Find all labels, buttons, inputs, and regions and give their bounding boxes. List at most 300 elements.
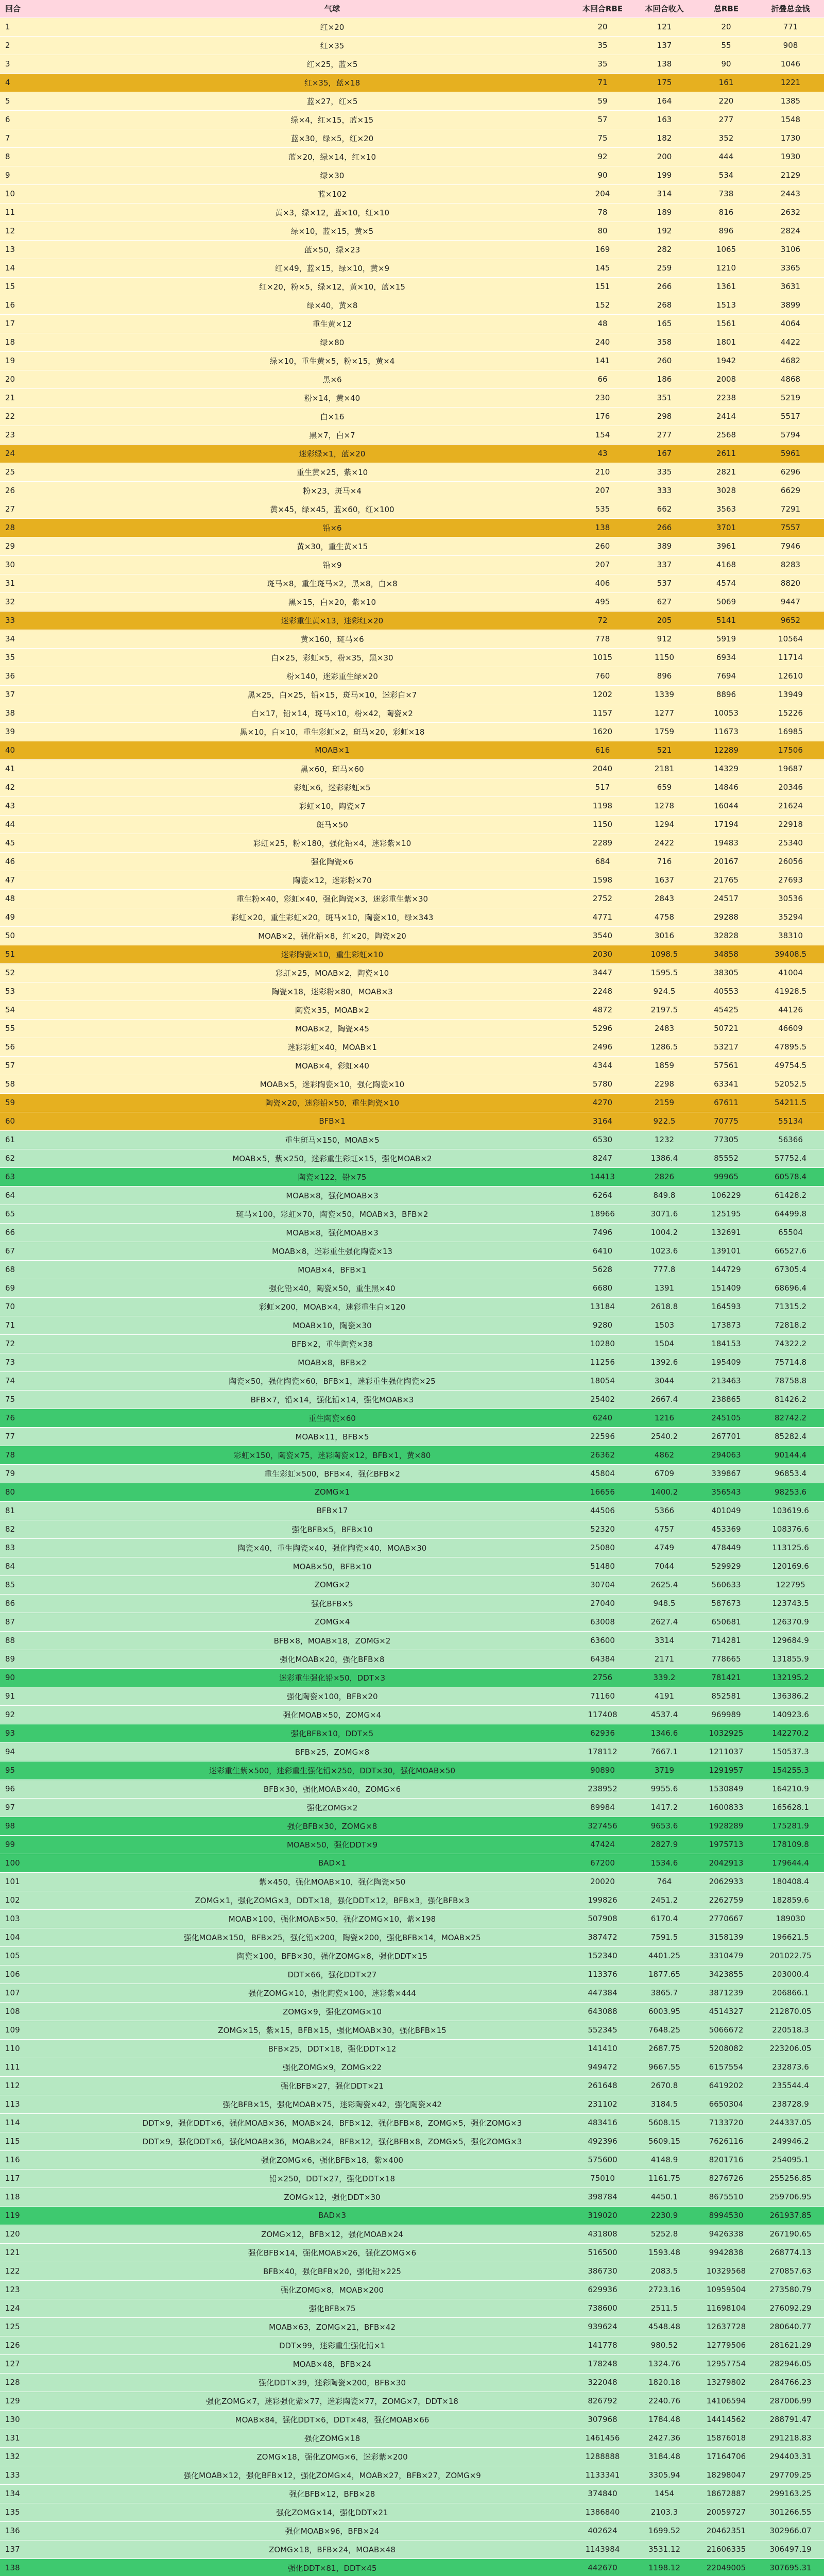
round-cell: 79 [0,1464,93,1483]
total-cash-cell: 21624 [757,796,824,815]
round-rbe-cell: 141410 [572,2039,633,2058]
round-income-cell: 849.8 [633,1186,695,1205]
round-rbe-cell: 66 [572,370,633,388]
round-cell: 50 [0,926,93,945]
bloons-cell: 黑×6 [93,370,572,388]
total-rbe-cell: 1530849 [695,1780,757,1798]
table-row [0,426,824,444]
round-income-cell: 268 [633,296,695,314]
round-cell: 116 [0,2150,93,2169]
total-rbe-cell: 969989 [695,1705,757,1724]
total-rbe-cell: 356543 [695,1483,757,1501]
round-rbe-cell: 35 [572,55,633,73]
round-income-cell: 7667.1 [633,1742,695,1761]
total-cash-cell: 49754.5 [757,1056,824,1075]
round-cell: 108 [0,2002,93,2021]
round-cell: 70 [0,1297,93,1316]
table-row [0,1075,824,1093]
total-cash-cell: 5219 [757,388,824,407]
table-row [0,407,824,426]
bloons-cell: 蓝×20，绿×14，红×10 [93,147,572,166]
table-row [0,55,824,73]
round-rbe-cell: 4344 [572,1056,633,1075]
round-rbe-cell: 2756 [572,1668,633,1687]
round-income-cell: 912 [633,630,695,648]
round-income-cell: 175 [633,73,695,92]
total-rbe-cell: 99965 [695,1167,757,1186]
round-rbe-cell: 3540 [572,926,633,945]
bloons-cell: 强化ZOMG×8，MOAB×200 [93,2280,572,2299]
round-cell: 67 [0,1242,93,1260]
round-income-cell: 337 [633,555,695,574]
round-rbe-cell: 327456 [572,1817,633,1835]
round-income-cell: 2625.4 [633,1575,695,1594]
round-income-cell: 2540.2 [633,1427,695,1446]
total-rbe-cell: 534 [695,166,757,184]
bloons-cell: ZOMG×2 [93,1575,572,1594]
round-income-cell: 5608.15 [633,2113,695,2132]
table-row [0,463,824,481]
table-row [0,1872,824,1891]
total-cash-cell: 220518.3 [757,2021,824,2039]
total-rbe-cell: 17194 [695,815,757,834]
table-row [0,852,824,871]
total-rbe-cell: 21765 [695,871,757,889]
round-income-cell: 3314 [633,1631,695,1650]
round-income-cell: 1859 [633,1056,695,1075]
total-cash-cell: 1730 [757,129,824,147]
round-cell: 29 [0,537,93,555]
round-cell: 111 [0,2058,93,2076]
round-income-cell: 2422 [633,834,695,852]
round-cell: 86 [0,1594,93,1613]
round-cell: 72 [0,1334,93,1353]
total-rbe-cell: 3871239 [695,1984,757,2002]
round-cell: 113 [0,2095,93,2113]
total-rbe-cell: 29288 [695,908,757,926]
round-income-cell: 351 [633,388,695,407]
bloons-cell: 陶瓷×35，MOAB×2 [93,1001,572,1019]
total-rbe-cell: 20167 [695,852,757,871]
round-rbe-cell: 261648 [572,2076,633,2095]
bloons-cell: 强化DDT×81，DDT×45 [93,2558,572,2576]
bloons-cell: MOAB×1 [93,741,572,759]
total-cash-cell: 3365 [757,259,824,277]
round-rbe-cell: 92 [572,147,633,166]
bloons-cell: MOAB×50，强化DDT×9 [93,1835,572,1854]
round-cell: 33 [0,611,93,630]
round-rbe-cell: 43 [572,444,633,463]
bloons-cell: 重生陶瓷×60 [93,1409,572,1427]
total-cash-cell: 126370.9 [757,1613,824,1631]
table-row [0,2521,824,2540]
total-cash-cell: 7291 [757,500,824,518]
total-cash-cell: 255256.85 [757,2169,824,2188]
bloons-cell: 粉×140，迷彩重生绿×20 [93,667,572,685]
total-cash-cell: 3106 [757,240,824,259]
total-cash-cell: 131855.9 [757,1650,824,1668]
round-income-cell: 1454 [633,2484,695,2503]
round-rbe-cell: 406 [572,574,633,592]
table-row [0,1001,824,1019]
bloons-cell: 强化ZOMG×10，强化陶瓷×100，迷彩紫×444 [93,1984,572,2002]
total-rbe-cell: 852581 [695,1687,757,1705]
header-bloons: 气球 [93,0,572,18]
table-row [0,1780,824,1798]
table-row [0,1594,824,1613]
round-income-cell: 277 [633,426,695,444]
total-cash-cell: 54211.5 [757,1093,824,1112]
bloons-cell: MOAB×2，陶瓷×45 [93,1019,572,1038]
bloons-cell: BFB×2，重生陶瓷×38 [93,1334,572,1353]
total-cash-cell: 150537.3 [757,1742,824,1761]
total-cash-cell: 71315.2 [757,1297,824,1316]
round-income-cell: 764 [633,1872,695,1891]
round-income-cell: 6709 [633,1464,695,1483]
total-rbe-cell: 2008 [695,370,757,388]
round-cell: 123 [0,2280,93,2299]
total-cash-cell: 13949 [757,685,824,704]
total-rbe-cell: 6650304 [695,2095,757,2113]
total-cash-cell: 81426.2 [757,1390,824,1409]
table-row [0,1186,824,1205]
table-row [0,351,824,370]
total-cash-cell: 1930 [757,147,824,166]
table-row [0,1946,824,1965]
round-rbe-cell: 643088 [572,2002,633,2021]
round-cell: 42 [0,778,93,796]
table-row [0,1427,824,1446]
round-income-cell: 1504 [633,1334,695,1353]
total-cash-cell: 301266.55 [757,2503,824,2521]
round-cell: 119 [0,2206,93,2225]
total-cash-cell: 223206.05 [757,2039,824,2058]
round-cell: 85 [0,1575,93,1594]
table-row [0,1409,824,1427]
bloons-cell: MOAB×8，强化MOAB×3 [93,1186,572,1205]
total-cash-cell: 206866.1 [757,1984,824,2002]
round-cell: 56 [0,1038,93,1056]
total-cash-cell: 232873.6 [757,2058,824,2076]
bloons-cell: 强化BFB×14，强化MOAB×26，强化ZOMG×6 [93,2243,572,2262]
total-cash-cell: 8283 [757,555,824,574]
round-cell: 96 [0,1780,93,1798]
table-row [0,1631,824,1650]
table-row [0,704,824,722]
total-cash-cell: 108376.6 [757,1520,824,1538]
table-row [0,555,824,574]
round-cell: 84 [0,1557,93,1575]
bloons-cell: DDT×9，强化DDT×6，强化MOAB×36，MOAB×24，BFB×12，强化BFB×8，ZOMG×5，强化ZOMG×3 [93,2113,572,2132]
round-income-cell: 1391 [633,1279,695,1297]
table-row [0,1613,824,1631]
round-income-cell: 4148.9 [633,2150,695,2169]
round-cell: 21 [0,388,93,407]
total-rbe-cell: 4168 [695,555,757,574]
total-rbe-cell: 77305 [695,1130,757,1149]
total-rbe-cell: 50721 [695,1019,757,1038]
round-income-cell: 182 [633,129,695,147]
bloons-cell: MOAB×8，迷彩重生强化陶瓷×13 [93,1242,572,1260]
total-rbe-cell: 18298047 [695,2466,757,2484]
total-cash-cell: 96853.4 [757,1464,824,1483]
round-cell: 110 [0,2039,93,2058]
round-income-cell: 1534.6 [633,1854,695,1872]
table-row [0,222,824,240]
round-cell: 51 [0,945,93,963]
round-income-cell: 9653.6 [633,1817,695,1835]
round-cell: 66 [0,1223,93,1242]
total-cash-cell: 3631 [757,277,824,296]
round-rbe-cell: 6680 [572,1279,633,1297]
round-cell: 82 [0,1520,93,1538]
bloons-cell: ZOMG×1 [93,1483,572,1501]
round-income-cell: 266 [633,277,695,296]
bloons-cell: BFB×7，铅×14，强化铅×14，强化MOAB×3 [93,1390,572,1409]
total-cash-cell: 64499.8 [757,1205,824,1223]
bloons-cell: 绿×80 [93,333,572,351]
round-rbe-cell: 447384 [572,1984,633,2002]
total-rbe-cell: 1561 [695,314,757,333]
total-cash-cell: 212870.05 [757,2002,824,2021]
table-row [0,2039,824,2058]
bloons-cell: 迷彩重生紫×500，迷彩重生强化铅×250，DDT×30，强化MOAB×50 [93,1761,572,1780]
table-row [0,2188,824,2206]
round-cell: 101 [0,1872,93,1891]
table-row [0,685,824,704]
round-income-cell: 5366 [633,1501,695,1520]
round-cell: 95 [0,1761,93,1780]
round-income-cell: 3719 [633,1761,695,1780]
bloons-cell: 强化BFB×15，强化MOAB×75，迷彩陶瓷×42，强化陶瓷×42 [93,2095,572,2113]
round-cell: 63 [0,1167,93,1186]
round-cell: 38 [0,704,93,722]
round-rbe-cell: 14413 [572,1167,633,1186]
total-cash-cell: 287006.99 [757,2392,824,2410]
round-income-cell: 266 [633,518,695,537]
bloons-cell: 陶瓷×18，迷彩粉×80，MOAB×3 [93,982,572,1001]
table-row [0,1557,824,1575]
total-cash-cell: 302966.07 [757,2521,824,2540]
total-rbe-cell: 587673 [695,1594,757,1613]
round-rbe-cell: 6264 [572,1186,633,1205]
bloons-cell: 粉×23，斑马×4 [93,481,572,500]
total-cash-cell: 103619.6 [757,1501,824,1520]
bloons-cell: 强化ZOMG×2 [93,1798,572,1817]
round-rbe-cell: 152340 [572,1946,633,1965]
bloons-cell: 强化BFB×75 [93,2299,572,2317]
bloons-cell: 强化DDT×39，迷彩陶瓷×200，BFB×30 [93,2373,572,2392]
round-income-cell: 627 [633,592,695,611]
table-row [0,1575,824,1594]
table-row [0,574,824,592]
bloons-cell: MOAB×48，BFB×24 [93,2354,572,2373]
total-rbe-cell: 3158139 [695,1928,757,1946]
table-row [0,2021,824,2039]
round-income-cell: 777.8 [633,1260,695,1279]
total-rbe-cell: 21606335 [695,2540,757,2558]
round-income-cell: 1820.18 [633,2373,695,2392]
round-cell: 31 [0,574,93,592]
header-total-cash: 折叠总金钱 [757,0,824,18]
round-rbe-cell: 374840 [572,2484,633,2503]
round-income-cell: 1098.5 [633,945,695,963]
round-cell: 74 [0,1371,93,1390]
total-cash-cell: 123743.5 [757,1594,824,1613]
round-cell: 118 [0,2188,93,2206]
round-cell: 7 [0,129,93,147]
round-rbe-cell: 517 [572,778,633,796]
round-income-cell: 7044 [633,1557,695,1575]
round-cell: 105 [0,1946,93,1965]
round-income-cell: 3044 [633,1371,695,1390]
round-cell: 10 [0,184,93,203]
total-cash-cell: 41928.5 [757,982,824,1001]
total-rbe-cell: 3423855 [695,1965,757,1984]
total-cash-cell: 180408.4 [757,1872,824,1891]
table-row [0,1984,824,2002]
round-rbe-cell: 52320 [572,1520,633,1538]
bloons-cell: 迷彩绿×1，蓝×20 [93,444,572,463]
round-rbe-cell: 1157 [572,704,633,722]
round-cell: 57 [0,1056,93,1075]
bloons-cell: DDT×66，强化DDT×27 [93,1965,572,1984]
table-row [0,1483,824,1501]
round-income-cell: 1386.4 [633,1149,695,1167]
bloons-cell: BFB×25，DDT×18，强化DDT×12 [93,2039,572,2058]
round-rbe-cell: 26362 [572,1446,633,1464]
total-cash-cell: 75714.8 [757,1353,824,1371]
table-row [0,2132,824,2150]
round-income-cell: 2827.9 [633,1835,695,1854]
bloons-cell: 斑马×50 [93,815,572,834]
round-income-cell: 3865.7 [633,1984,695,2002]
round-income-cell: 260 [633,351,695,370]
round-rbe-cell: 59 [572,92,633,110]
total-cash-cell: 4682 [757,351,824,370]
round-income-cell: 4758 [633,908,695,926]
bloons-cell: MOAB×11，BFB×5 [93,1427,572,1446]
table-row [0,1353,824,1371]
round-income-cell: 2181 [633,759,695,778]
round-rbe-cell: 72 [572,611,633,630]
round-income-cell: 716 [633,852,695,871]
total-cash-cell: 908 [757,36,824,55]
bloons-cell: 蓝×30，绿×5，红×20 [93,129,572,147]
table-row [0,741,824,759]
round-income-cell: 9667.55 [633,2058,695,2076]
total-cash-cell: 268774.13 [757,2243,824,2262]
round-cell: 97 [0,1798,93,1817]
total-cash-cell: 4064 [757,314,824,333]
total-rbe-cell: 184153 [695,1334,757,1353]
total-cash-cell: 259706.95 [757,2188,824,2206]
round-cell: 6 [0,110,93,129]
total-cash-cell: 39408.5 [757,945,824,963]
total-cash-cell: 10564 [757,630,824,648]
round-income-cell: 521 [633,741,695,759]
round-income-cell: 2171 [633,1650,695,1668]
table-row [0,611,824,630]
round-rbe-cell: 507908 [572,1909,633,1928]
bloons-cell: 强化BFB×5，BFB×10 [93,1520,572,1538]
round-income-cell: 167 [633,444,695,463]
table-row [0,333,824,351]
bloons-cell: MOAB×10，陶瓷×30 [93,1316,572,1334]
round-income-cell: 2843 [633,889,695,908]
table-row [0,2169,824,2188]
bloons-cell: 陶瓷×50，强化陶瓷×60，BFB×1，迷彩重生强化陶瓷×25 [93,1371,572,1390]
total-rbe-cell: 2770667 [695,1909,757,1928]
round-income-cell: 186 [633,370,695,388]
round-rbe-cell: 402624 [572,2521,633,2540]
bloons-cell: 强化BFB×27，强化DDT×21 [93,2076,572,2095]
total-rbe-cell: 339867 [695,1464,757,1483]
round-rbe-cell: 154 [572,426,633,444]
bloons-cell: ZOMG×18，BFB×24，MOAB×48 [93,2540,572,2558]
bloons-cell: 绿×30 [93,166,572,184]
round-income-cell: 192 [633,222,695,240]
total-rbe-cell: 38305 [695,963,757,982]
table-row [0,1093,824,1112]
total-cash-cell: 38310 [757,926,824,945]
round-income-cell: 896 [633,667,695,685]
total-rbe-cell: 1210 [695,259,757,277]
bloons-cell: 彩虹×6，迷彩彩虹×5 [93,778,572,796]
table-row [0,1223,824,1242]
total-rbe-cell: 529929 [695,1557,757,1575]
table-row [0,2113,824,2132]
round-cell: 99 [0,1835,93,1854]
round-income-cell: 1339 [633,685,695,704]
round-income-cell: 4401.25 [633,1946,695,1965]
round-cell: 54 [0,1001,93,1019]
bloons-cell: 强化铅×40，陶瓷×50，重生黑×40 [93,1279,572,1297]
round-income-cell: 189 [633,203,695,222]
round-cell: 136 [0,2521,93,2540]
round-rbe-cell: 48 [572,314,633,333]
total-rbe-cell: 12957754 [695,2354,757,2373]
round-rbe-cell: 240 [572,333,633,351]
total-cash-cell: 35294 [757,908,824,926]
round-rbe-cell: 1620 [572,722,633,741]
round-income-cell: 339.2 [633,1668,695,1687]
total-rbe-cell: 2611 [695,444,757,463]
bloons-cell: MOAB×63，ZOMG×21，BFB×42 [93,2317,572,2336]
total-cash-cell: 142270.2 [757,1724,824,1742]
total-cash-cell: 270857.63 [757,2262,824,2280]
round-cell: 88 [0,1631,93,1650]
round-income-cell: 358 [633,333,695,351]
bloons-cell: 迷彩重生黄×13，迷彩红×20 [93,611,572,630]
total-cash-cell: 68696.4 [757,1279,824,1297]
round-rbe-cell: 35 [572,36,633,55]
bloons-cell: ZOMG×9，强化ZOMG×10 [93,2002,572,2021]
bloons-cell: 黑×10，白×10，重生彩虹×2，斑马×20，彩虹×18 [93,722,572,741]
table-row [0,1668,824,1687]
header-round: 回合 [0,0,93,18]
round-rbe-cell: 141778 [572,2336,633,2354]
round-income-cell: 2687.75 [633,2039,695,2058]
round-cell: 47 [0,871,93,889]
round-rbe-cell: 151 [572,277,633,296]
total-rbe-cell: 11698104 [695,2299,757,2317]
total-cash-cell: 284766.23 [757,2373,824,2392]
bloons-cell: BAD×1 [93,1854,572,1872]
round-rbe-cell: 684 [572,852,633,871]
round-cell: 11 [0,203,93,222]
bloons-cell: 绿×4，红×15，蓝×15 [93,110,572,129]
